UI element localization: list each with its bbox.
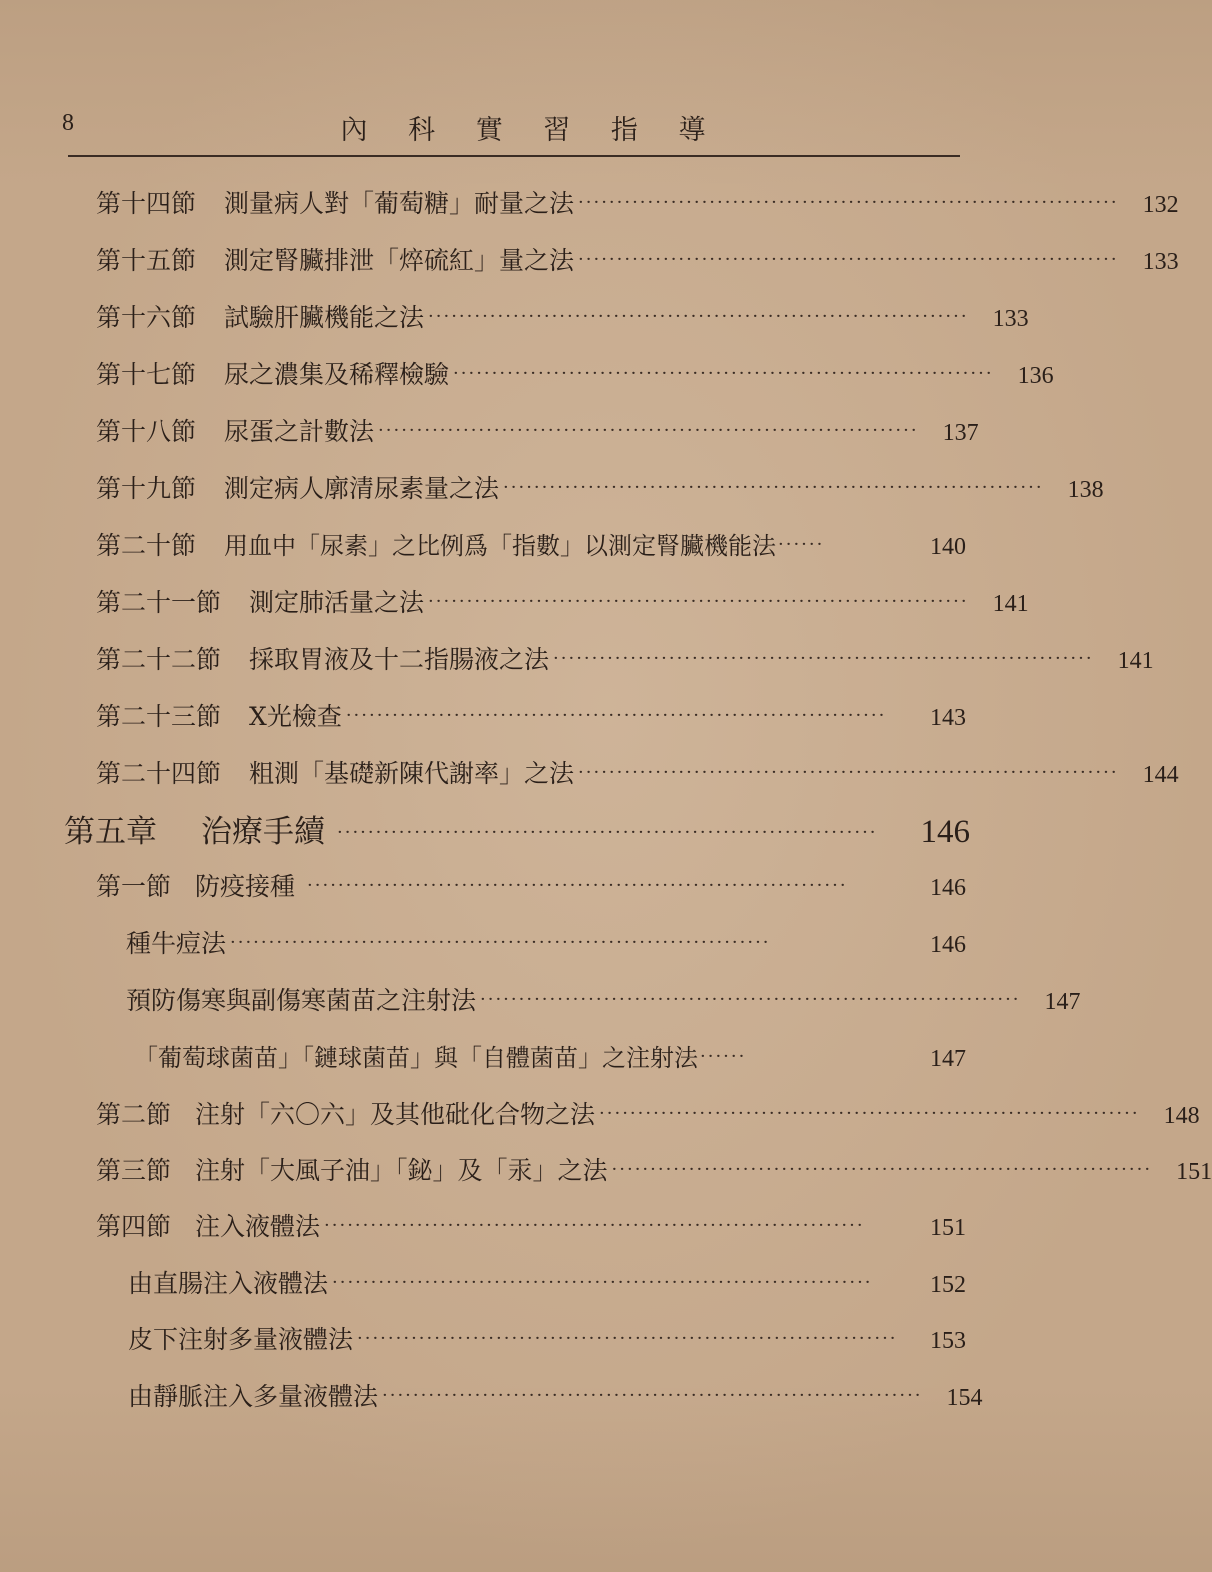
running-title: 內 科 實 習 指 導	[340, 115, 722, 146]
chapter-label: 第五章	[64, 814, 157, 850]
section-title: 防疫接種	[195, 872, 296, 901]
toc-entry	[96, 697, 966, 733]
toc-entry	[96, 298, 1029, 334]
subsection-title: 種牛痘法	[126, 929, 227, 958]
dot-leader: ······································································	[337, 822, 878, 843]
page-ref: 147	[1044, 989, 1081, 1015]
section-title: 測定腎臟排泄「焠硫紅」量之法	[224, 246, 575, 275]
page-ref: 151	[930, 1215, 966, 1241]
section-title: 測量病人對「葡萄糖」耐量之法	[224, 189, 575, 218]
dot-leader: ······································································	[357, 1328, 898, 1349]
toc-entry	[96, 241, 1179, 277]
dot-leader: ······································································	[307, 875, 848, 896]
dot-leader: ······································································	[599, 1103, 1140, 1124]
dot-leader: ······································································	[503, 477, 1044, 498]
page-ref: 143	[930, 705, 966, 731]
toc-entry	[96, 184, 1179, 220]
page-ref: 133	[1142, 249, 1179, 275]
toc-subentry	[126, 981, 1081, 1017]
page-ref: 136	[1017, 363, 1054, 389]
section-label: 第一節	[96, 872, 172, 901]
section-title: 測定肺活量之法	[249, 588, 425, 617]
section-title: X光檢查	[249, 702, 342, 731]
section-label: 第二十三節	[96, 702, 222, 731]
toc-entry	[96, 412, 979, 448]
dot-leader: ······································································	[230, 932, 771, 953]
toc-entry	[96, 1095, 1200, 1131]
page-number: 8	[62, 110, 74, 136]
dot-leader: ······································································	[480, 989, 1021, 1010]
page-ref: 138	[1067, 477, 1104, 503]
section-title: 尿蛋之計數法	[224, 417, 375, 446]
subsection-title: 「葡萄球菌苗」「鏈球菌苗」與「自體菌苗」之注射法	[134, 1044, 698, 1072]
section-title: 尿之濃集及稀釋檢驗	[224, 360, 450, 389]
section-label: 第十四節	[96, 189, 197, 218]
subsection-title: 預防傷寒與副傷寒菌苗之注射法	[126, 986, 477, 1015]
dot-leader: ······································································	[428, 591, 969, 612]
header-rule	[68, 155, 960, 157]
page-ref: 148	[1163, 1103, 1200, 1129]
page-ref: 141	[1117, 648, 1154, 674]
toc-entry	[96, 526, 966, 562]
page-ref: 152	[930, 1272, 966, 1298]
page-ref: 146	[930, 875, 966, 901]
section-label: 第二十四節	[96, 759, 222, 788]
dot-leader: ······································································	[345, 705, 887, 726]
page-ref: 137	[942, 420, 979, 446]
section-label: 第十六節	[96, 303, 197, 332]
section-label: 第二十一節	[96, 588, 222, 617]
section-title: 採取胃液及十二指腸液之法	[249, 645, 550, 674]
page-ref: 140	[930, 534, 966, 560]
toc-subentry	[134, 1038, 966, 1073]
section-label: 第二十二節	[96, 645, 222, 674]
toc-entry	[96, 355, 1054, 391]
dot-leader: ······································································	[553, 648, 1094, 669]
toc-entry	[96, 583, 1029, 619]
dot-leader: ······································································	[378, 420, 919, 441]
subsection-title: 皮下注射多量液體法	[128, 1325, 354, 1354]
toc-entry	[96, 1207, 966, 1243]
chapter-title: 治療手續	[201, 814, 325, 850]
page-ref: 146	[930, 932, 966, 958]
section-label: 第三節	[96, 1156, 172, 1185]
toc-subentry	[128, 1377, 983, 1413]
toc-subentry	[128, 1264, 966, 1300]
toc-subentry	[128, 1320, 966, 1356]
dot-leader: ······································································	[578, 762, 1119, 783]
page-ref: 144	[1142, 762, 1179, 788]
toc-entry	[96, 754, 1179, 790]
section-label: 第二節	[96, 1100, 172, 1129]
section-label: 第十八節	[96, 417, 197, 446]
section-label: 第十五節	[96, 246, 197, 275]
section-label: 第十九節	[96, 474, 197, 503]
page-ref: 146	[920, 814, 970, 850]
section-title: 試驗肝臟機能之法	[224, 303, 425, 332]
dot-leader: ······································································	[428, 306, 969, 327]
subsection-title: 由靜脈注入多量液體法	[128, 1382, 379, 1411]
section-title: 注射「大風子油」「鉍」及「汞」之法	[195, 1156, 608, 1185]
dot-leader: ······································································	[324, 1215, 865, 1236]
toc-entry	[96, 1151, 1212, 1187]
section-label: 第十七節	[96, 360, 197, 389]
dot-leader: ······································································	[578, 192, 1119, 213]
dot-leader: ······································································	[578, 249, 1119, 270]
page-ref: 132	[1142, 192, 1179, 218]
dot-leader: ······································································	[332, 1272, 873, 1293]
dot-leader: ······································································	[611, 1159, 1153, 1180]
subsection-title: 由直腸注入液體法	[128, 1269, 329, 1298]
dot-leader: ······	[700, 1046, 747, 1067]
toc-subentry	[126, 924, 966, 960]
toc-entry	[96, 640, 1154, 676]
page-ref: 141	[992, 591, 1029, 617]
page-ref: 151	[1176, 1159, 1212, 1185]
section-label: 第二十節	[96, 531, 197, 560]
dot-leader: ······································································	[382, 1385, 923, 1406]
toc-entry	[96, 469, 1104, 505]
page-ref: 154	[946, 1385, 983, 1411]
toc-entry	[96, 867, 966, 903]
section-title: 粗測「基礎新陳代謝率」之法	[249, 759, 575, 788]
page-ref: 147	[930, 1046, 966, 1072]
section-title: 注射「六〇六」及其他砒化合物之法	[195, 1100, 596, 1129]
page-ref: 133	[992, 306, 1029, 332]
dot-leader: ······	[778, 534, 825, 555]
section-title: 注入液體法	[195, 1212, 321, 1241]
section-title: 用血中「尿素」之比例爲「指數」以測定腎臟機能法	[224, 532, 777, 560]
page-ref: 153	[930, 1328, 966, 1354]
toc-chapter-entry	[64, 806, 970, 851]
section-title: 測定病人廓清尿素量之法	[224, 474, 500, 503]
page-header	[62, 108, 960, 152]
dot-leader: ······································································	[453, 363, 994, 384]
section-label: 第四節	[96, 1212, 172, 1241]
